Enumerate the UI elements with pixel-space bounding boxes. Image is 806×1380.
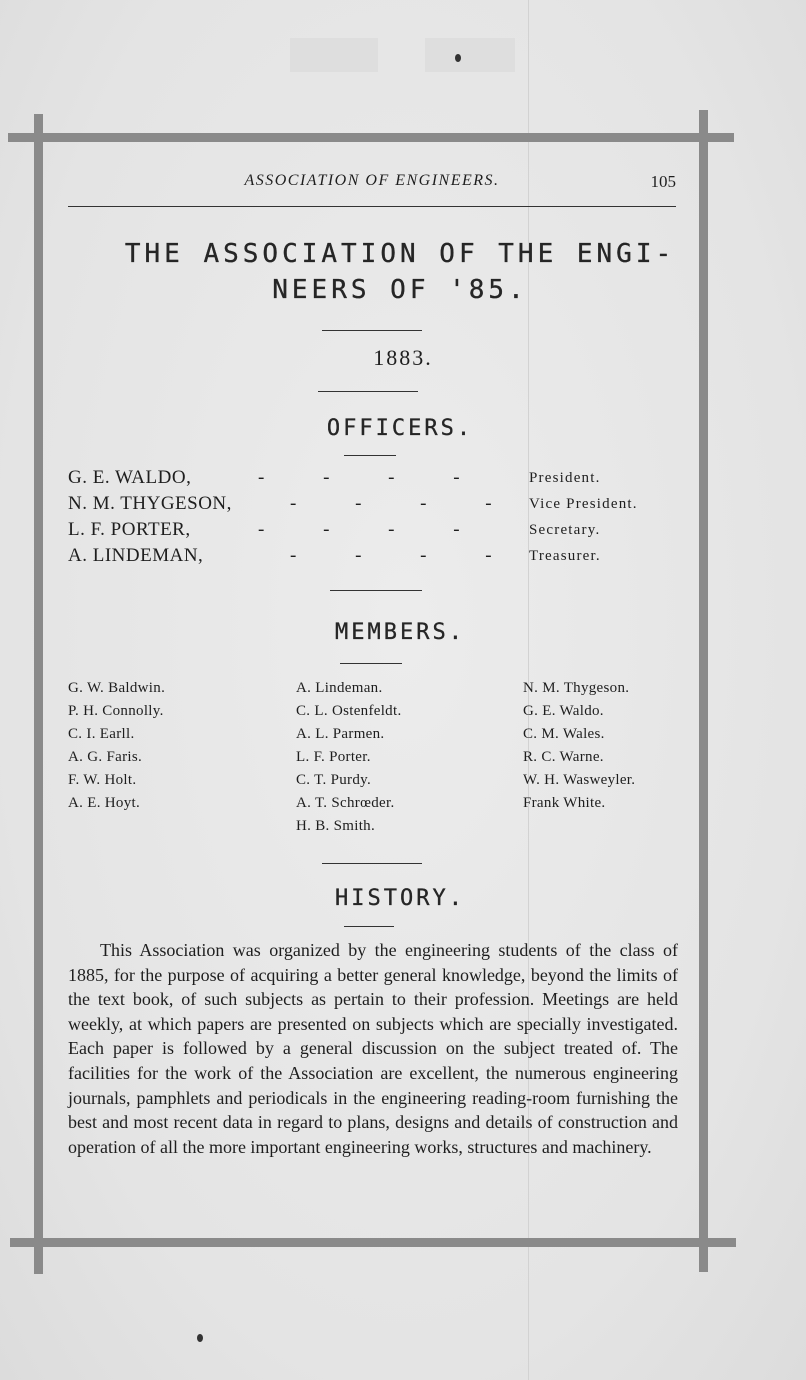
ink-speck bbox=[197, 1334, 203, 1342]
member-name: L. F. Porter. bbox=[296, 749, 371, 765]
frame-bottom-rule bbox=[10, 1238, 736, 1247]
officer-row bbox=[68, 519, 680, 545]
member-name: R. C. Warne. bbox=[523, 749, 604, 765]
divider-rule bbox=[330, 590, 422, 591]
frame-top-rule bbox=[8, 133, 734, 142]
divider-rule bbox=[344, 926, 394, 927]
officers-heading: OFFICERS. bbox=[326, 416, 474, 441]
member-name: H. B. Smith. bbox=[296, 818, 376, 834]
member-name: C. T. Purdy. bbox=[296, 772, 371, 788]
officer-role: Vice President. bbox=[529, 496, 638, 512]
page-title-line-2: NEERS OF '85. bbox=[272, 275, 528, 305]
running-head bbox=[68, 172, 676, 194]
divider-rule bbox=[322, 863, 422, 864]
divider-rule bbox=[318, 391, 418, 392]
officer-name: L. F. PORTER, bbox=[68, 519, 191, 540]
officer-row bbox=[68, 467, 680, 493]
officer-role: President. bbox=[529, 470, 601, 486]
member-name: A. E. Hoyt. bbox=[68, 795, 141, 811]
member-name: A. G. Faris. bbox=[68, 749, 143, 765]
running-title: ASSOCIATION OF ENGINEERS. bbox=[244, 172, 500, 189]
page-title-line-1: THE ASSOCIATION OF THE ENGI- bbox=[124, 239, 676, 269]
divider-rule bbox=[340, 663, 402, 664]
page-title bbox=[40, 236, 760, 308]
officer-row bbox=[68, 493, 680, 519]
year: 1883. bbox=[373, 345, 433, 370]
member-name: A. Lindeman. bbox=[296, 680, 383, 696]
officer-name: G. E. WALDO, bbox=[68, 467, 192, 488]
history-paragraph: This Association was organized by the engineering students of the class of 1885, for the purpose of acquiring a better general knowledge, beyond the limits of the text book, of such subjects as pertain to their profession. Meetings are held weekly, at which papers are presented on subjects which are specially investigated. Each paper is followed by a general discussion on the subject treated of. The facilities for the work of the Association are excellent, the numerous engineering journals, pamphlets and periodicals in the engineering reading-room furnishing the best and most recent data in regard to plans, designs and details of construction and operation of all the more important engineering works, structures and machinery. bbox=[68, 940, 678, 1157]
member-name: C. M. Wales. bbox=[523, 726, 605, 742]
leader-dashes: - - - - bbox=[258, 467, 460, 488]
officer-role: Treasurer. bbox=[529, 548, 601, 564]
history-heading: HISTORY. bbox=[335, 886, 465, 911]
member-name: N. M. Thygeson. bbox=[523, 680, 630, 696]
member-name: A. T. Schrœder. bbox=[296, 795, 395, 811]
header-rule bbox=[68, 206, 676, 207]
member-name: P. H. Connolly. bbox=[68, 703, 164, 719]
member-name: G. E. Waldo. bbox=[523, 703, 604, 719]
leader-dashes: - - - - bbox=[258, 519, 460, 540]
member-name: Frank White. bbox=[523, 795, 606, 811]
leader-dashes: - - - - bbox=[290, 545, 492, 566]
divider-rule bbox=[322, 330, 422, 331]
page-number: 105 bbox=[650, 172, 676, 191]
leader-dashes: - - - - bbox=[290, 493, 492, 514]
member-name: W. H. Wasweyler. bbox=[523, 772, 636, 788]
member-name: C. L. Ostenfeldt. bbox=[296, 703, 402, 719]
member-name: C. I. Earll. bbox=[68, 726, 135, 742]
member-name: A. L. Parmen. bbox=[296, 726, 385, 742]
members-heading: MEMBERS. bbox=[335, 620, 465, 645]
member-name: F. W. Holt. bbox=[68, 772, 137, 788]
ink-speck bbox=[455, 54, 461, 62]
bleed-through-mark bbox=[290, 38, 378, 72]
officer-role: Secretary. bbox=[529, 522, 601, 538]
bleed-through-mark bbox=[425, 38, 515, 72]
member-name: G. W. Baldwin. bbox=[68, 680, 166, 696]
officer-name: N. M. THYGESON, bbox=[68, 493, 232, 514]
officer-row bbox=[68, 545, 680, 571]
officer-name: A. LINDEMAN, bbox=[68, 545, 204, 566]
divider-rule bbox=[344, 455, 396, 456]
